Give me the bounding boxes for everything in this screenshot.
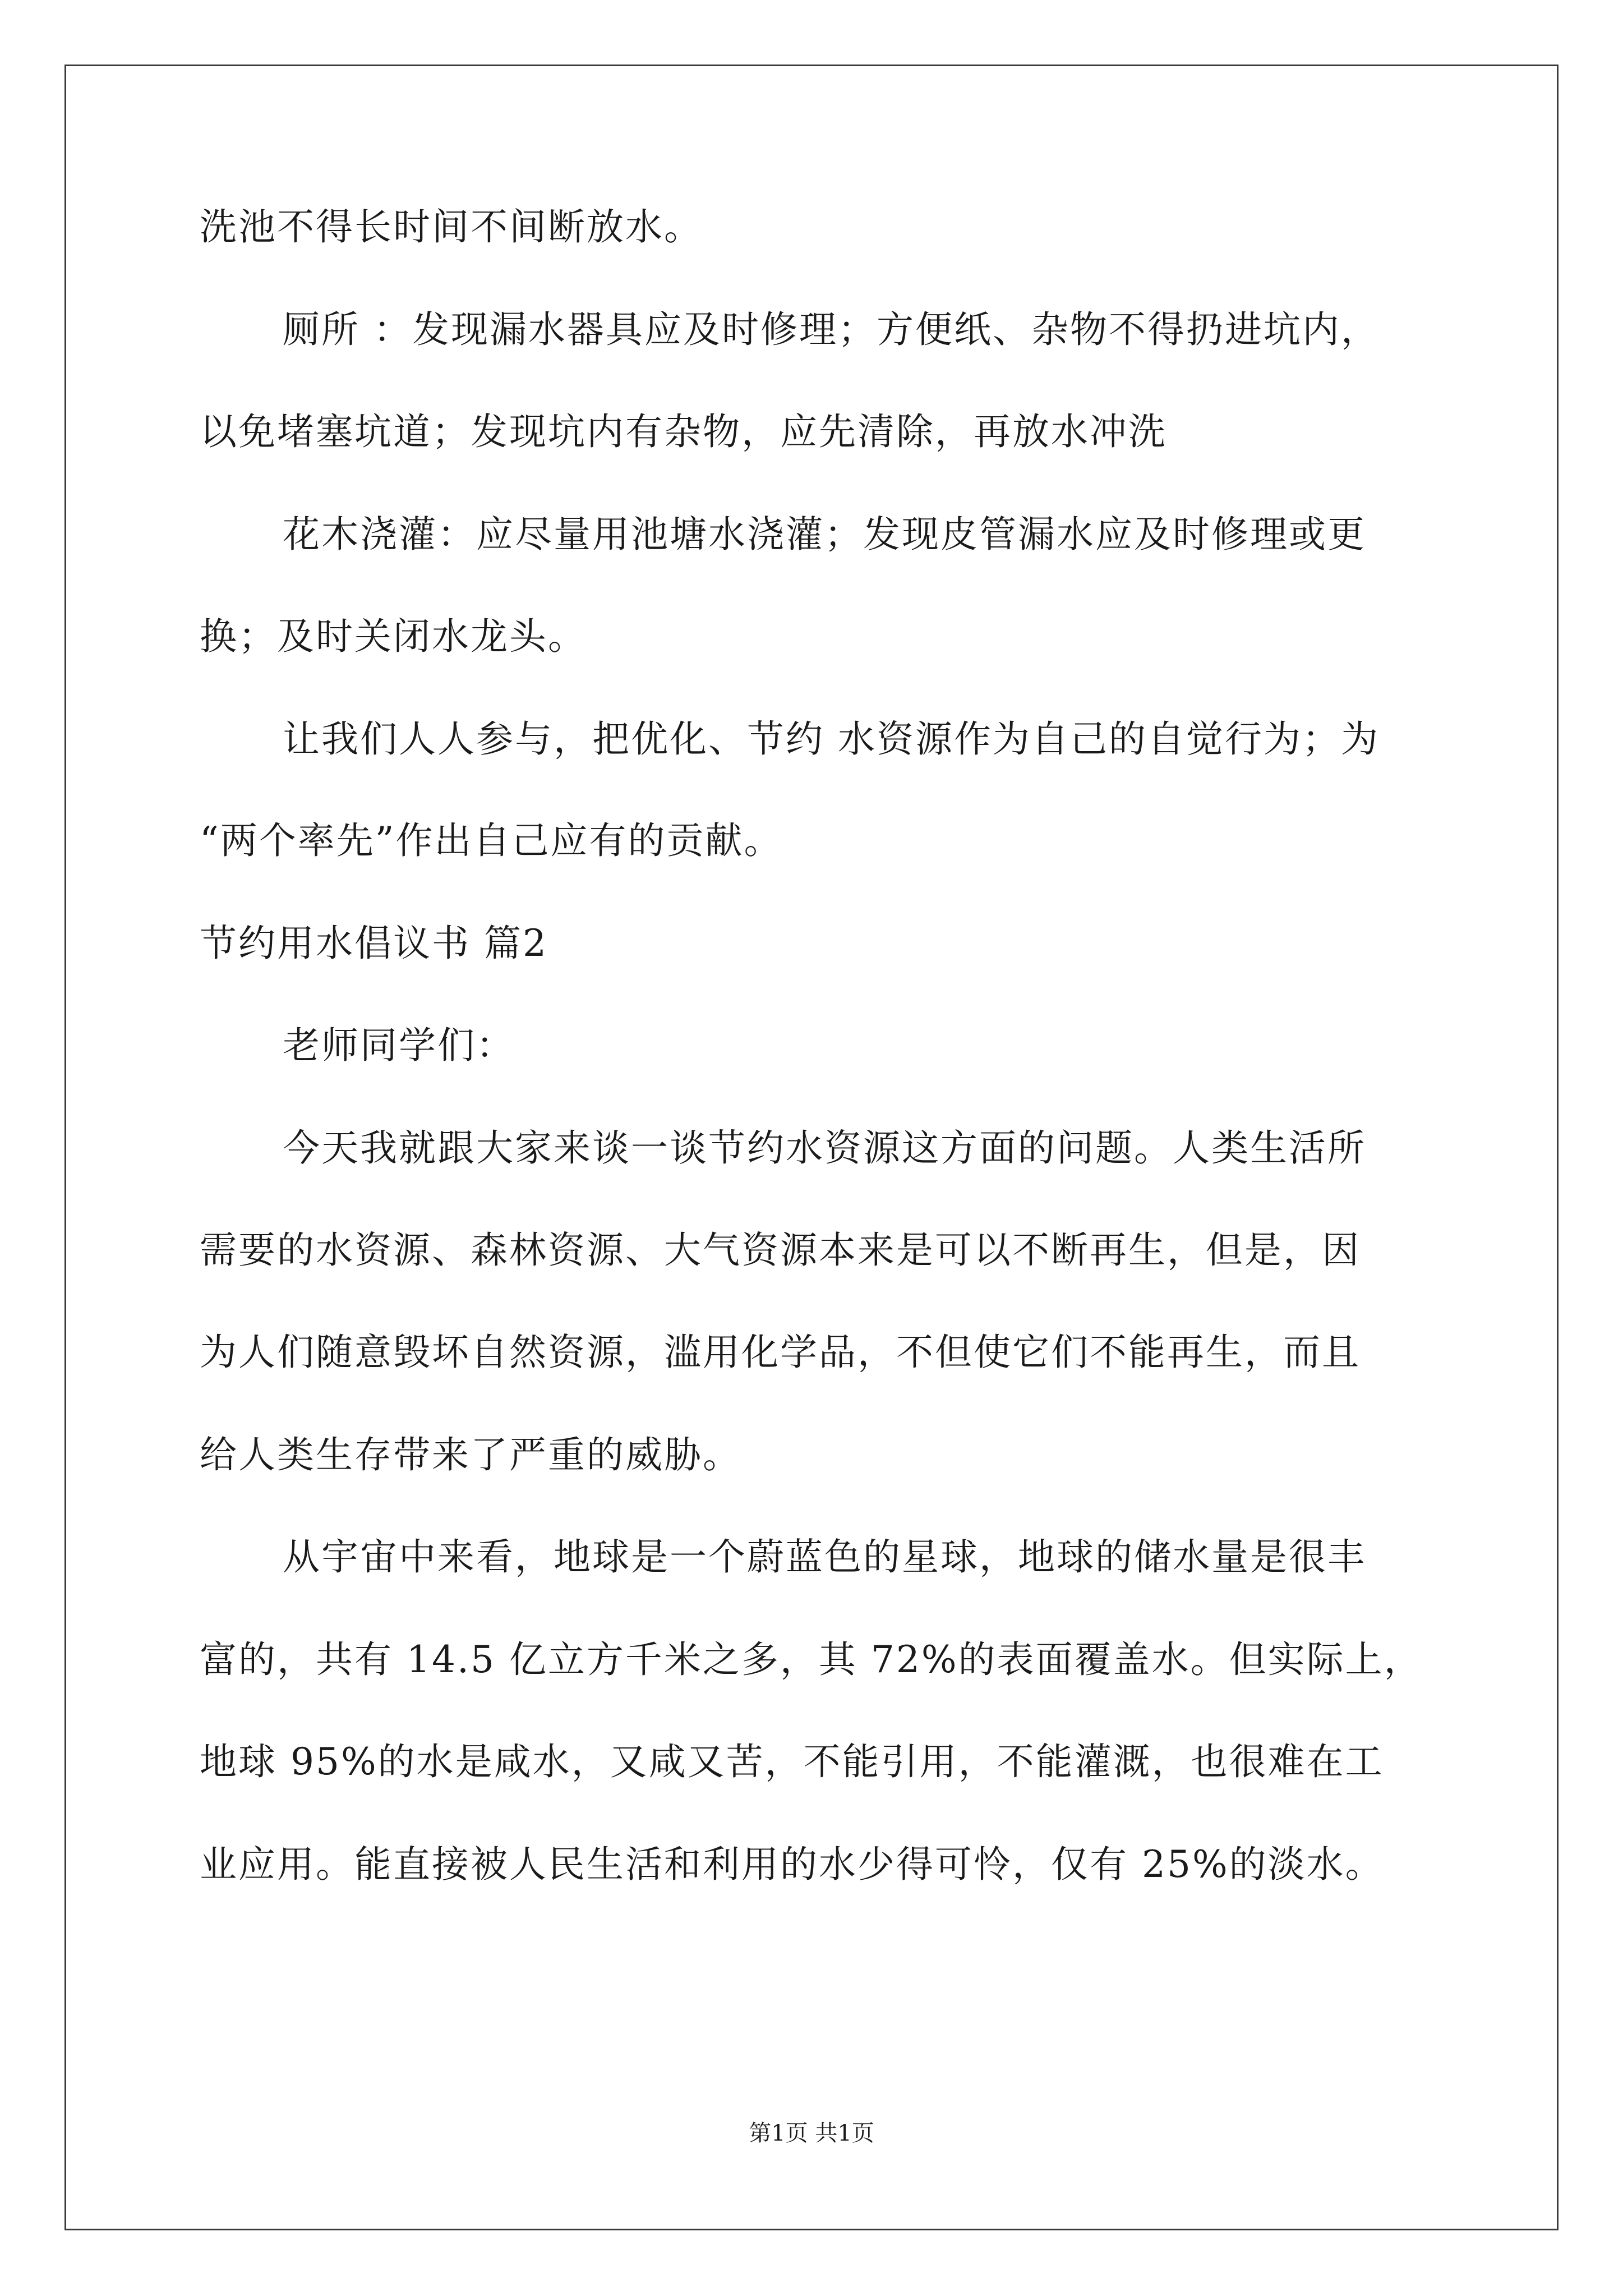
paragraph-line: 厕所 ：发现漏水器具应及时修理；方便纸、杂物不得扔进坑内， — [283, 308, 1380, 351]
paragraph-line: 花木浇灌：应尽量用池塘水浇灌；发现皮管漏水应及时修理或更 — [283, 513, 1366, 556]
paragraph-line: 今天我就跟大家来谈一谈节约水资源这方面的问题。人类生活所 — [283, 1126, 1366, 1170]
paragraph-line: 为人们随意毁坏自然资源，滥用化学品，不但使它们不能再生，而且 — [200, 1331, 1361, 1374]
paragraph-line: 地球 95%的水是咸水，又咸又苦，不能引用，不能灌溉，也很难在工 — [200, 1740, 1384, 1783]
paragraph-line: 以免堵塞坑道；发现坑内有杂物，应先清除，再放水冲洗 — [200, 410, 1167, 453]
page-footer: 第1页 共1页 — [749, 2120, 874, 2146]
paragraph-line: 从宇宙中来看，地球是一个蔚蓝色的星球，地球的储水量是很丰 — [283, 1535, 1366, 1579]
paragraph-line: 让我们人人参与，把优化、节约 水资源作为自己的自觉行为；为 — [283, 717, 1380, 761]
paragraph-line: 洗池不得长时间不间断放水。 — [200, 205, 703, 249]
paragraph-line: 富的，共有 14.5 亿立方千米之多，其 72%的表面覆盖水。但实际上， — [200, 1638, 1423, 1681]
section-heading: 节约用水倡议书 篇2 — [200, 922, 548, 965]
paragraph-line: 业应用。能直接被人民生活和利用的水少得可怜，仅有 25%的淡水。 — [200, 1843, 1384, 1886]
paragraph-line: 换；及时关闭水龙头。 — [200, 615, 587, 658]
salutation: 老师同学们： — [283, 1024, 515, 1067]
paragraph-line: “两个率先”作出自己应有的贡献。 — [200, 819, 783, 862]
paragraph-line: 需要的水资源、森林资源、大气资源本来是可以不断再生，但是，因 — [200, 1228, 1361, 1272]
paragraph-line: 给人类生存带来了严重的威胁。 — [200, 1433, 741, 1476]
